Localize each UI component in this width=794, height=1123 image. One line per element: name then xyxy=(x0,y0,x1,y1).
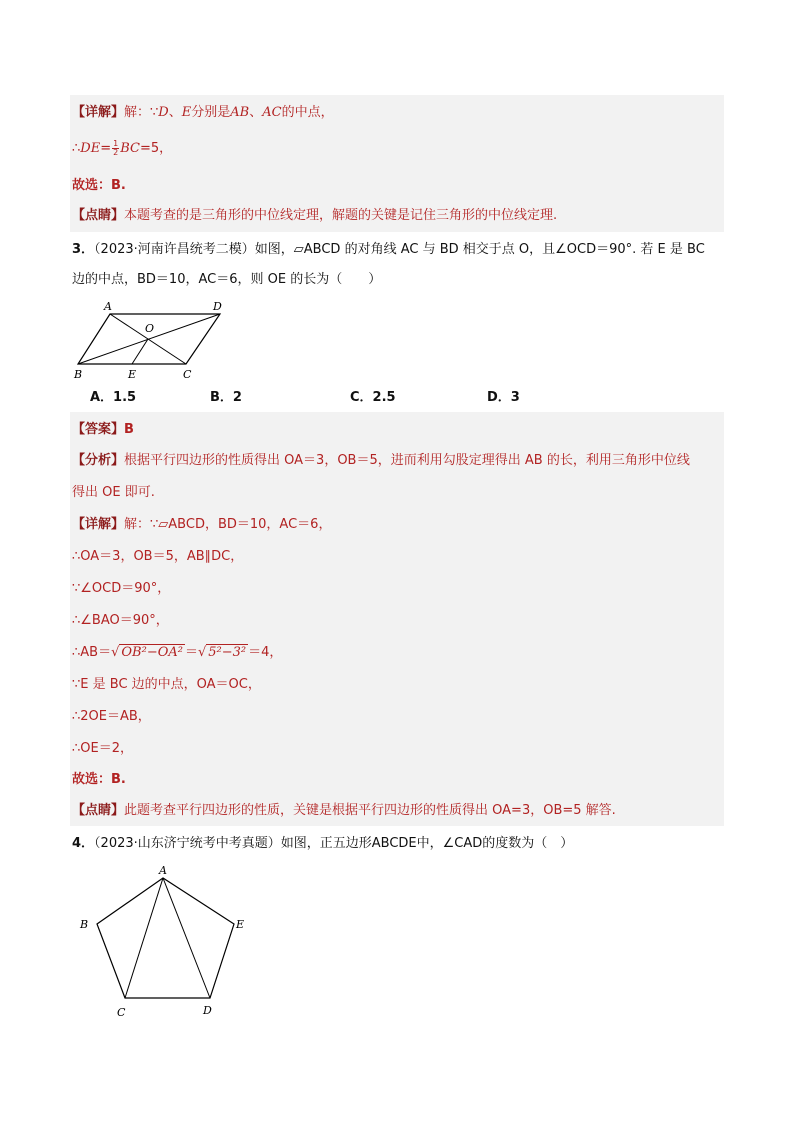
option-d[interactable]: D．3 xyxy=(487,390,520,405)
review-tag: 【点睛】 xyxy=(72,208,125,223)
option-c[interactable]: C．2.5 xyxy=(350,390,396,405)
vertex-e-label: E xyxy=(236,918,245,931)
detail-2-line-6: ∵E 是 BC 边的中点，OA＝OC， xyxy=(72,677,261,692)
detail-2-line-3: ∵∠OCD＝90°， xyxy=(72,581,171,596)
segment-ad xyxy=(163,878,210,998)
analysis-tag: 【分析】 xyxy=(72,453,125,468)
detail-2-line-7: ∴2OE＝AB， xyxy=(72,709,151,724)
detail-2-line-sqrt: ∴AB＝√ OB²−OA² ＝√ 5²−3² ＝4， xyxy=(72,645,283,660)
question-3-line-1: 3．（2023·河南许昌统考二模）如图，▱ABCD 的对角线 AC 与 BD 相交于点 O，且∠OCD＝90°. 若 E 是 BC xyxy=(72,242,705,257)
segment-ac xyxy=(125,878,163,998)
detail-2-line-2: ∴OA＝3，OB＝5，AB∥DC， xyxy=(72,549,244,564)
detail-line-2: ∴DE= $\frac{1}{2}$ BC=5， xyxy=(72,139,173,157)
pentagon-abcde xyxy=(97,878,234,998)
analysis-line-1: 【分析】根据平行四边形的性质得出 OA＝3，OB＝5，进而利用勾股定理得出 AB 的长，利用三角形中位线 xyxy=(72,453,690,468)
point-e-label: E xyxy=(128,368,137,380)
analysis-line-2: 得出 OE 即可. xyxy=(72,485,155,500)
segment-oe xyxy=(132,339,148,364)
answer-value: B xyxy=(124,422,134,437)
detail-tag: 【详解】 xyxy=(72,105,125,120)
answer-tag: 【答案】 xyxy=(72,422,125,437)
sqrt-expression-2: 5²−3² xyxy=(208,645,247,660)
choose-line-2: 故选：B. xyxy=(72,772,126,787)
answer-line xyxy=(72,422,134,438)
vertex-d-label: D xyxy=(203,1004,212,1017)
point-b-label: B xyxy=(74,368,83,380)
detail-2-line-1: 【详解】解：∵▱ABCD，BD＝10，AC＝6， xyxy=(72,517,332,532)
detail-line-1: 【详解】解：∵D、E分别是AB、AC的中点， xyxy=(72,105,334,120)
detail-2-line-8: ∴OE＝2， xyxy=(72,741,133,756)
point-d-label: D xyxy=(213,300,222,313)
vertex-c-label: C xyxy=(117,1006,126,1019)
fraction: $\frac{1}{2}$ xyxy=(113,139,119,157)
point-c-label: C xyxy=(183,368,192,380)
choose-line-1: 故选：B. xyxy=(72,178,126,193)
question-3-line-2: 边的中点，BD＝10，AC＝6，则 OE 的长为（ ） xyxy=(72,272,382,287)
parallelogram-figure xyxy=(70,298,240,380)
pentagon-figure xyxy=(72,862,262,1022)
point-a-label: A xyxy=(104,300,112,313)
detail-tag-2: 【详解】 xyxy=(72,517,125,532)
vertex-a-label: A xyxy=(159,864,167,877)
review-line-2: 【点睛】此题考查平行四边形的性质，关键是根据平行四边形的性质得出 OA=3，OB=5 解答. xyxy=(72,803,616,818)
vertex-b-label: B xyxy=(80,918,89,931)
point-o-label: O xyxy=(145,322,155,335)
option-a[interactable]: A．1.5 xyxy=(90,390,137,405)
question-4-line: 4．（2023·山东济宁统考中考真题）如图，正五边形ABCDE中，∠CAD的度数为（ ） xyxy=(72,836,574,851)
sqrt-expression-1: OB²−OA² xyxy=(121,645,183,660)
review-tag-2: 【点睛】 xyxy=(72,803,125,818)
review-line-1: 【点睛】本题考查的是三角形的中位线定理，解题的关键是记住三角形的中位线定理. xyxy=(72,208,558,223)
detail-2-line-4: ∴∠BAO＝90°， xyxy=(72,613,169,628)
option-b[interactable]: B．2 xyxy=(210,390,242,405)
